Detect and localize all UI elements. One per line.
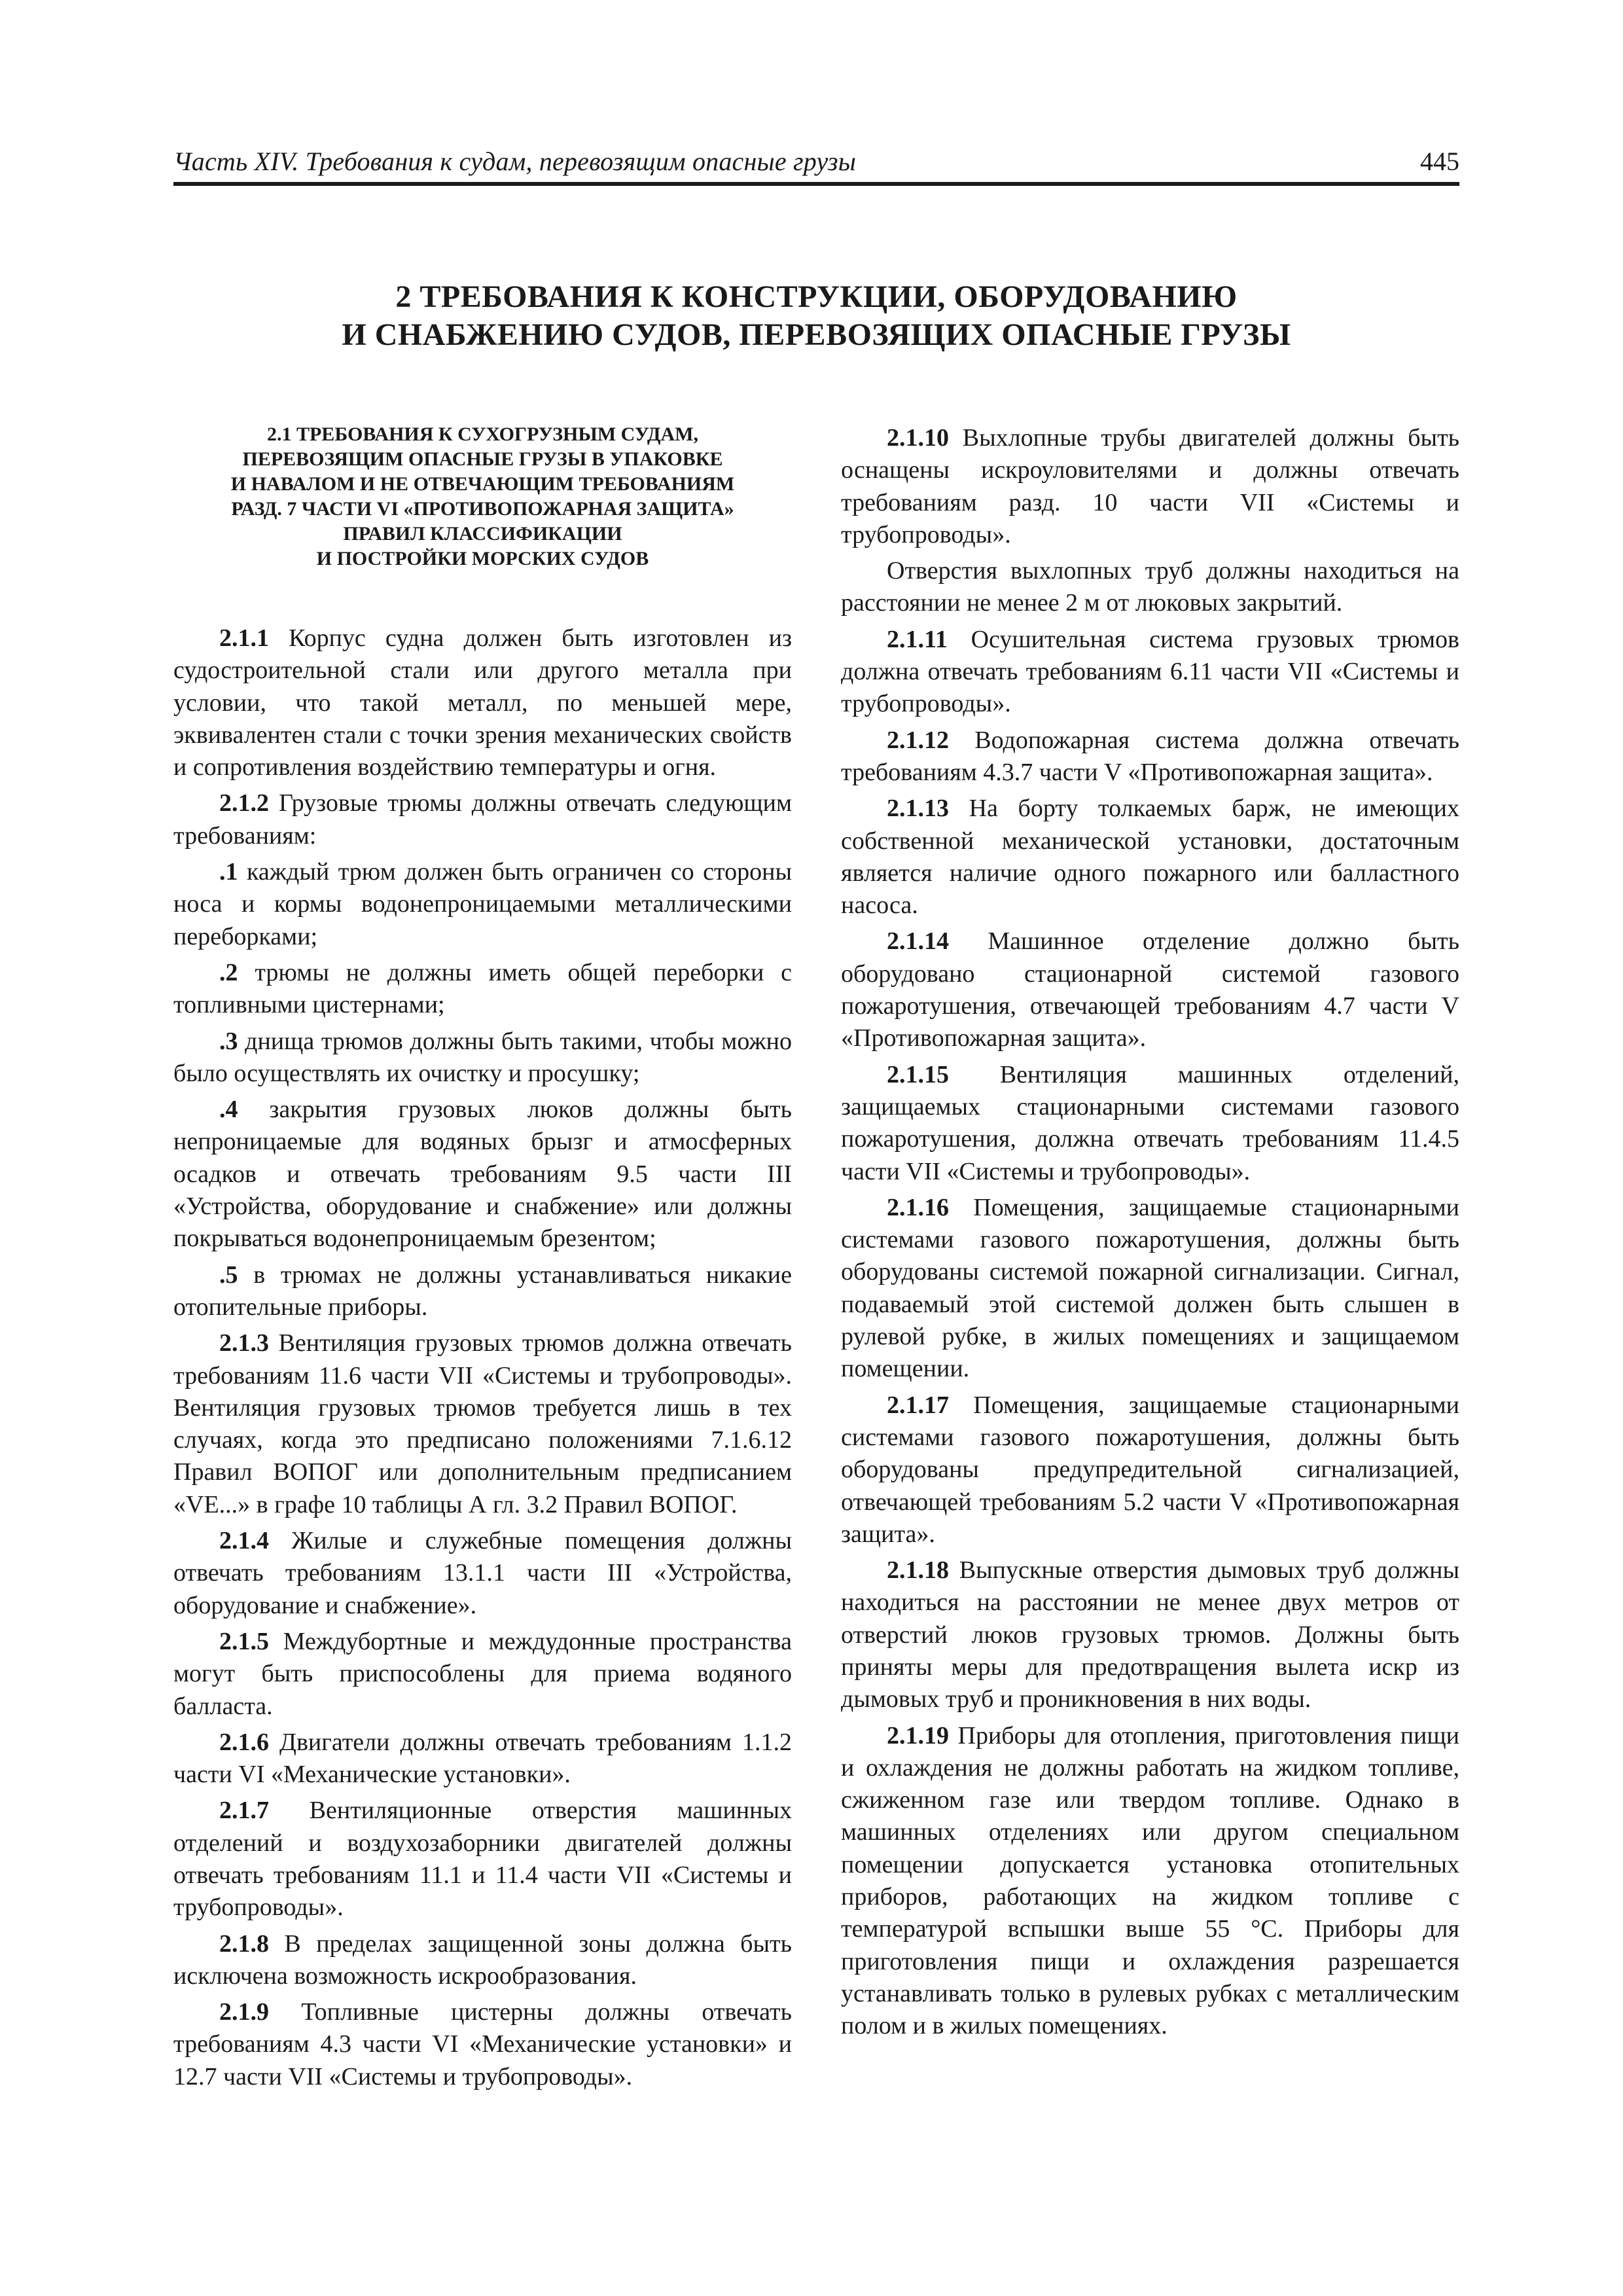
- section-title-line: И ПОСТРОЙКИ МОРСКИХ СУДОВ: [316, 548, 649, 569]
- left-paragraphs: [173, 622, 792, 2093]
- paragraph: [841, 725, 1459, 789]
- paragraph-text: Отверстия выхлопных труб должны находиться на расстоянии не менее 2 м от люковых закрытий.: [841, 557, 1459, 617]
- chapter-title-line: И СНАБЖЕНИЮ СУДОВ, ПЕРЕВОЗЯЩИХ ОПАСНЫЕ ГРУЗЫ: [342, 317, 1291, 352]
- paragraph-text: закрытия грузовых люков должны быть непроницаемые для водяных брызг и атмосферных осадков и отвечать требованиям 9.5 части III «Устройства, оборудование и снабжение» или должны покрываться водонепроницаемым брезентом;: [173, 1096, 792, 1253]
- paragraph-text: Междубортные и междудонные пространства могут быть приспособлены для приема водяного балласта.: [173, 1627, 792, 1720]
- paragraph-text: В пределах защищенной зоны должна быть исключена возможность искрообразования.: [173, 1929, 792, 1990]
- paragraph: [173, 622, 792, 783]
- paragraph: [173, 1026, 792, 1090]
- paragraph-number: 2.1.19: [887, 1721, 949, 1749]
- paragraph-number: 2.1.6: [219, 1728, 269, 1756]
- paragraph: [841, 624, 1459, 721]
- section-title-line: И НАВАЛОМ И НЕ ОТВЕЧАЮЩИМ ТРЕБОВАНИЯМ: [230, 473, 735, 495]
- paragraph-number: 2.1.8: [219, 1929, 269, 1958]
- paragraph: [841, 1720, 1459, 2043]
- paragraph-number: 2.1.2: [219, 789, 269, 817]
- paragraph-number: 2.1.15: [887, 1060, 949, 1088]
- paragraph: [841, 1059, 1459, 1188]
- paragraph-number: 2.1.16: [887, 1193, 949, 1221]
- paragraph-text: Приборы для отопления, приготовления пищи и охлаждения не должны работать на жидком топливе, сжиженном газе или твердом топливе. Однако в машинных отделениях или другом специальном помещении допускается установка отопительных приборов, работающих на жидком топливе с температурой вспышки выше 55 °С. Приборы для приготовления пищи и охлаждения разрешается устанавливать только в рулевых рубках с металлическим полом и в жилых помещениях.: [841, 1721, 1459, 2040]
- paragraph-text: Грузовые трюмы должны отвечать следующим требованиям:: [173, 789, 792, 850]
- paragraph-text: Жилые и служебные помещения должны отвечать требованиям 13.1.1 части III «Устройства, оборудование и снабжение».: [173, 1527, 792, 1619]
- paragraph-text: Вентиляционные отверстия машинных отделений и воздухозаборники двигателей должны отвечать требованиям 11.1 и 11.4 части VII «Системы и трубопроводы».: [173, 1797, 792, 1922]
- paragraph: [173, 1259, 792, 1324]
- paragraph-text: днища трюмов должны быть такими, чтобы можно было осуществлять их очистку и просушку;: [173, 1027, 792, 1087]
- paragraph-number: .4: [219, 1096, 238, 1124]
- paragraph-number: 2.1.18: [887, 1556, 949, 1585]
- paragraph-number: 2.1.3: [219, 1329, 269, 1357]
- paragraph-number: 2.1.13: [887, 795, 949, 823]
- paragraph-text: трюмы не должны иметь общей переборки с топливными цистернами;: [173, 958, 792, 1019]
- paragraph-number: 2.1.17: [887, 1391, 949, 1419]
- paragraph: [841, 1192, 1459, 1386]
- paragraph-number: 2.1.5: [219, 1627, 269, 1655]
- paragraph-number: 2.1.14: [887, 927, 949, 956]
- paragraph-text: Двигатели должны отвечать требованиям 1.1.2 части VI «Механические установки».: [173, 1728, 792, 1789]
- paragraph-text: Вентиляция машинных отделений, защищаемых стационарными системами газового пожаротушения, должна отвечать требованиям 11.4.5 части VII «Системы и трубопроводы».: [841, 1060, 1459, 1185]
- paragraph-number: 2.1.10: [887, 424, 949, 452]
- page-number: 445: [1420, 147, 1459, 176]
- paragraph: [173, 1525, 792, 1622]
- paragraph-number: .1: [219, 858, 238, 886]
- paragraph: [841, 1390, 1459, 1551]
- paragraph-number: 2.1.4: [219, 1527, 269, 1555]
- paragraph-number: 2.1.11: [887, 625, 948, 653]
- paragraph: [173, 1094, 792, 1255]
- paragraph: [173, 957, 792, 1022]
- running-title: Часть XIV. Требования к судам, перевозящим опасные грузы: [173, 147, 856, 176]
- right-column: [841, 422, 1459, 2047]
- paragraph-number: 2.1.7: [219, 1797, 269, 1825]
- paragraph-text: в трюмах не должны устанавливаться никакие отопительные приборы.: [173, 1261, 792, 1321]
- paragraph: [841, 422, 1459, 551]
- paragraph-number: .2: [219, 958, 238, 986]
- paragraph-text: Помещения, защищаемые стационарными системами газового пожаротушения, должны быть оборудованы предупредительной сигнализацией, отвечающей требованиям 5.2 части V «Противопожарная защита».: [841, 1391, 1459, 1548]
- paragraph: [173, 1626, 792, 1723]
- paragraph-text: Вентиляция грузовых трюмов должна отвечать требованиям 11.6 части VII «Системы и трубопроводы». Вентиляция грузовых трюмов требуется лишь в тех случаях, когда это предписано положениями 7.1.6.12 Правил ВОПОГ или дополнительным предписанием «VE...» в графе 10 таблицы А гл. 3.2 Правил ВОПОГ.: [173, 1329, 792, 1518]
- paragraph-number: 2.1.1: [219, 624, 269, 652]
- left-column: [173, 422, 792, 2097]
- paragraph-text: Выпускные отверстия дымовых труб должны находиться на расстоянии не менее двух метров от отверстий люков грузовых трюмов. Должны быть приняты меры для предотвращения вылета искр из дымовых труб и проникновения в них воды.: [841, 1556, 1459, 1713]
- paragraph-number: .5: [219, 1261, 238, 1289]
- paragraph-text: Выхлопные трубы двигателей должны быть оснащены искроуловителями и должны отвечать требованиям разд. 10 части VII «Системы и трубопроводы».: [841, 424, 1459, 548]
- paragraph: [841, 555, 1459, 620]
- section-title-line: РАЗД. 7 ЧАСТИ VI «ПРОТИВОПОЖАРНАЯ ЗАЩИТА»: [231, 498, 734, 520]
- paragraph-text: Водопожарная система должна отвечать требованиям 4.3.7 части V «Противопожарная защита».: [841, 726, 1459, 786]
- paragraph: [173, 1727, 792, 1791]
- paragraph: [173, 1996, 792, 2093]
- paragraph: [173, 787, 792, 852]
- paragraph: [841, 1554, 1459, 1715]
- paragraph-number: .3: [219, 1027, 238, 1055]
- right-paragraphs: [841, 422, 1459, 2043]
- paragraph-number: 2.1.9: [219, 1998, 269, 2026]
- paragraph: [173, 1928, 792, 1993]
- paragraph: [173, 1795, 792, 1924]
- paragraph-text: Осушительная система грузовых трюмов должна отвечать требованиям 6.11 части VII «Системы и трубопроводы».: [841, 625, 1459, 718]
- paragraph-text: На борту толкаемых барж, не имеющих собственной механической установки, достаточным является наличие одного пожарного или балластного насоса.: [841, 795, 1459, 920]
- paragraph: [173, 1327, 792, 1521]
- paragraph-text: Машинное отделение должно быть оборудовано стационарной системой газового пожаротушения, отвечающей требованиям 4.7 части V «Противопожарная защита».: [841, 927, 1459, 1052]
- paragraph: [841, 793, 1459, 922]
- paragraph-number: 2.1.12: [887, 726, 949, 754]
- running-header: [173, 143, 1459, 186]
- paragraph-text: Топливные цистерны должны отвечать требованиям 4.3 части VI «Механические установки» и 12.7 части VII «Системы и трубопроводы».: [173, 1998, 792, 2090]
- section-title-line: ПЕРЕВОЗЯЩИМ ОПАСНЫЕ ГРУЗЫ В УПАКОВКЕ: [242, 448, 723, 470]
- paragraph-text: Корпус судна должен быть изготовлен из судостроительной стали или другого металла при условии, что такой металл, по меньшей мере, эквивалентен стали с точки зрения механических свойств и сопротивления воздействию температуры и огня.: [173, 624, 792, 781]
- chapter-title-line: 2 ТРЕБОВАНИЯ К КОНСТРУКЦИИ, ОБОРУДОВАНИЮ: [395, 279, 1238, 314]
- paragraph: [841, 925, 1459, 1054]
- paragraph: [173, 856, 792, 953]
- section-title-line: ПРАВИЛ КЛАССИФИКАЦИИ: [343, 523, 622, 545]
- paragraph-text: Помещения, защищаемые стационарными системами газового пожаротушения, должны быть оборудованы системой пожарной сигнализации. Сигнал, подаваемый этой системой должен быть слышен в рулевой рубке, в жилых помещениях и защищаемом помещении.: [841, 1193, 1459, 1383]
- section-title: [173, 422, 792, 571]
- paragraph-text: каждый трюм должен быть ограничен со стороны носа и кормы водонепроницаемыми металлическими переборками;: [173, 858, 792, 950]
- section-title-line: 2.1 ТРЕБОВАНИЯ К СУХОГРУЗНЫМ СУДАМ,: [266, 423, 699, 445]
- chapter-title: [173, 278, 1459, 354]
